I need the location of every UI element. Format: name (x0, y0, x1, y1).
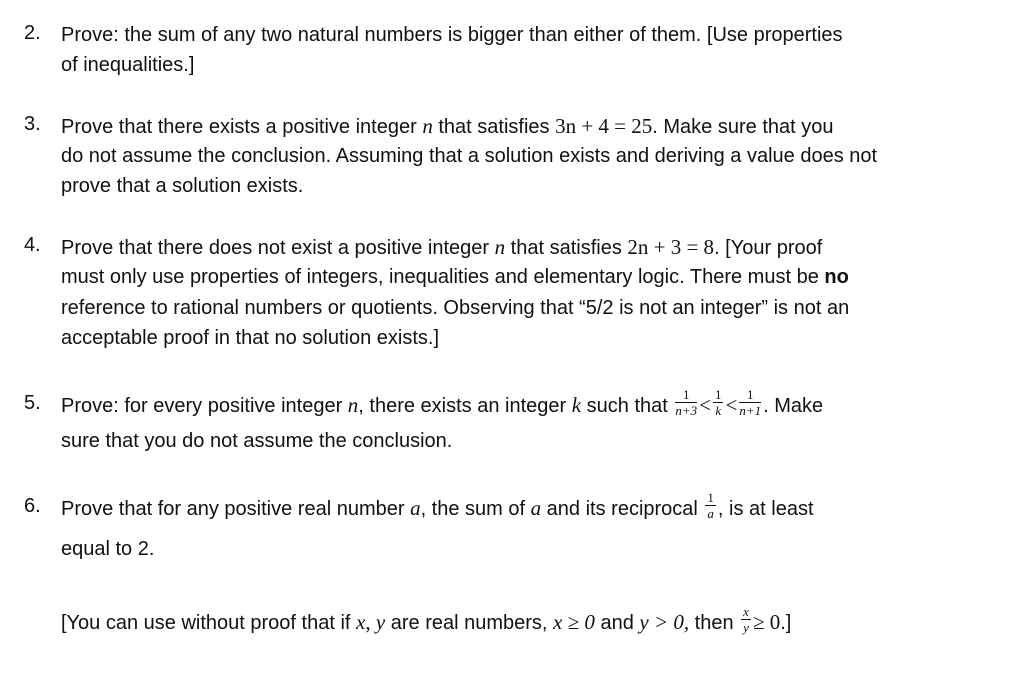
problem-text-line: reference to rational numbers or quotients. Observing that “5/2 is not an integer” is not an (61, 297, 850, 319)
problem-text-line (61, 387, 824, 421)
math-expression: 3n + 4 = 25 (555, 114, 653, 138)
fraction-denominator: k (715, 403, 722, 419)
math-expression: x, y (356, 610, 386, 634)
text: such that (581, 395, 674, 417)
text: Prove that there does not exist a positive integer (61, 237, 495, 259)
math-expression: a (410, 496, 421, 520)
math-expression: 2n + 3 = 8 (627, 235, 715, 259)
problem-number: 4. (24, 234, 41, 256)
fraction (741, 605, 751, 634)
fraction-denominator: y (743, 620, 749, 636)
problem-text-line (61, 264, 849, 290)
hint-text-line (61, 604, 792, 638)
text: . Make (763, 395, 824, 417)
fraction-numerator: 1 (707, 490, 714, 506)
problem-text-line: sure that you do not assume the conclusion. (61, 430, 453, 452)
math-expression: a (530, 496, 542, 520)
text: , is at least (717, 498, 814, 520)
text: then (689, 612, 740, 634)
math-expression: n (422, 114, 433, 138)
problem-text-line: of inequalities.] (61, 54, 195, 76)
math-expression: k (571, 393, 582, 417)
fraction-denominator: n+1 (739, 403, 762, 419)
problem-text-line (61, 234, 822, 261)
math-operator: < (725, 393, 738, 417)
fraction-denominator: n+3 (675, 403, 698, 419)
text: Prove that there exists a positive integer (61, 116, 423, 138)
fraction-numerator: 1 (714, 387, 722, 403)
fraction-numerator: x (743, 604, 749, 620)
math-expression: n (347, 393, 359, 417)
text: , the sum of (420, 498, 531, 520)
math-expression: ≥ 0 (752, 610, 781, 634)
math-expression: x ≥ 0 (553, 610, 595, 634)
fraction (713, 388, 724, 417)
text: , there exists an integer (358, 395, 572, 417)
text: are real numbers, (385, 612, 554, 634)
problem-text-line: do not assume the conclusion. Assuming that a solution exists and deriving a value does not (61, 145, 878, 167)
math-expression: y > 0, (639, 610, 690, 634)
fraction-numerator: 1 (675, 388, 697, 403)
text: that satisfies (432, 116, 556, 138)
problem-text-line (61, 113, 833, 140)
text: must only use properties of integers, inequalities and elementary logic. There must be (61, 266, 825, 288)
text: and its reciprocal (541, 498, 704, 520)
text: . Make sure that you (652, 116, 834, 138)
text: .] (780, 612, 792, 634)
fraction (739, 388, 761, 417)
problem-text-line: prove that a solution exists. (61, 175, 304, 197)
problem-number: 2. (24, 22, 41, 44)
problem-text-line: acceptable proof in that no solution exists.] (61, 327, 440, 349)
text: . [Your proof (714, 237, 823, 259)
fraction-numerator: 1 (739, 388, 761, 403)
text: Prove: for every positive integer (61, 395, 348, 417)
text: [You can use without proof that if (61, 612, 357, 634)
fraction (705, 491, 716, 520)
problem-text-line: Prove: the sum of any two natural numbers is bigger than either of them. [Use properties (61, 24, 843, 46)
problem-number: 6. (24, 495, 41, 517)
text: Prove that for any positive real number (61, 498, 411, 520)
text: that satisfies (505, 237, 628, 259)
math-operator: < (699, 393, 711, 417)
fraction-denominator: a (707, 506, 714, 522)
problem-text-line: equal to 2. (61, 538, 155, 560)
problem-text-line (61, 490, 814, 524)
text: and (594, 612, 640, 634)
math-expression: n (494, 235, 506, 259)
fraction (675, 388, 697, 417)
problem-number: 3. (24, 113, 41, 135)
problem-number: 5. (24, 392, 41, 414)
emphasis-text: no (824, 266, 849, 288)
